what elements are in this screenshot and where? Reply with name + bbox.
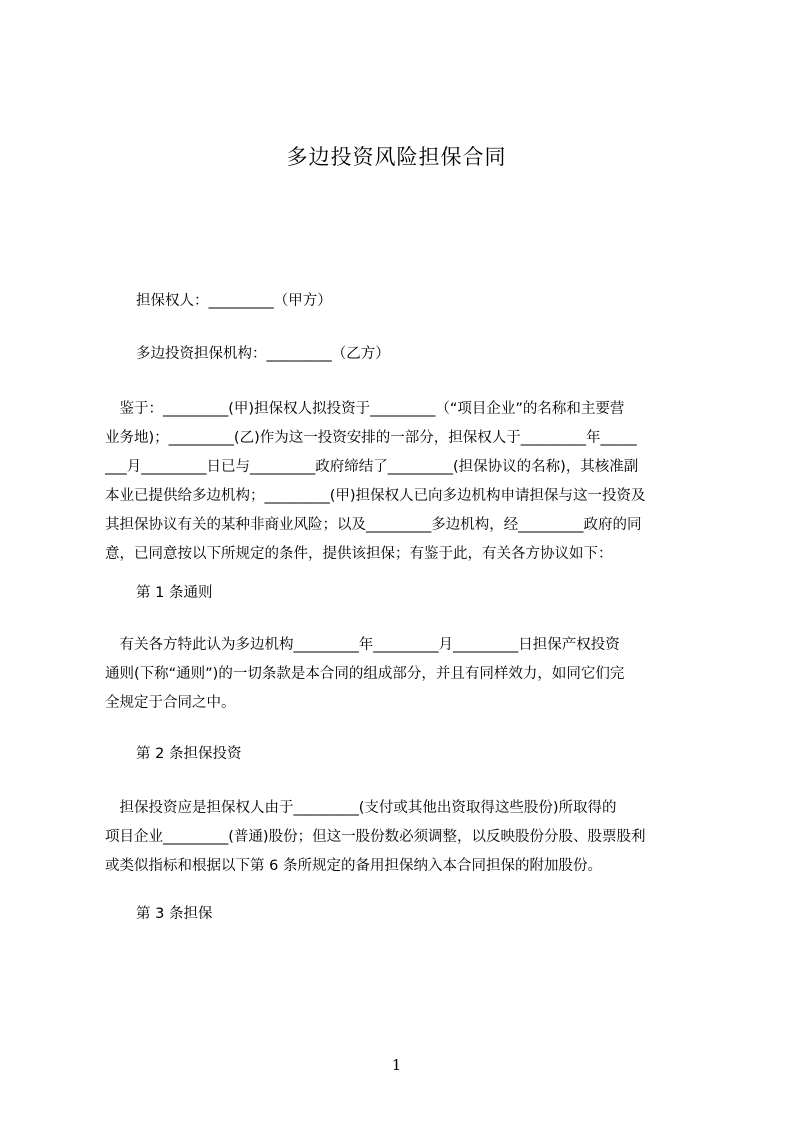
paragraph-line: 业务地)；_________(乙)作为这一投资安排的一部分，担保权人于_________年_____ bbox=[105, 430, 637, 446]
article-3-heading: 第 3 条担保 bbox=[136, 906, 213, 922]
paragraph-line: 或类似指标和根据以下第 6 条所规定的备用担保纳入本合同担保的附加股份。 bbox=[105, 858, 602, 874]
paragraph-line: 鉴于：_________(甲)担保权人拟投资于_________（“项目企业”的名称和主要营 bbox=[105, 401, 625, 417]
article-2-heading: 第 2 条担保投资 bbox=[136, 746, 242, 762]
article-1-paragraph bbox=[105, 631, 700, 718]
paragraph-line: 有关各方特此认为多边机构_________年_________月_________日担保产权投资 bbox=[105, 637, 620, 653]
document-title: 多边投资风险担保合同 bbox=[286, 145, 507, 169]
paragraph-line: 担保投资应是担保权人由于_________(支付或其他出资取得这些股份)所取得的 bbox=[105, 800, 617, 816]
party-a-line: 担保权人：_________（甲方） bbox=[136, 293, 332, 309]
paragraph-line: 通则(下称“通则”)的一切条款是本合同的组成部分，并且有同样效力，如同它们完 bbox=[105, 666, 625, 682]
paragraph-line: 本业已提供给多边机构；_________(甲)担保权人已向多边机构申请担保与这一投资及 bbox=[105, 488, 646, 504]
article-1-heading: 第 1 条通则 bbox=[136, 585, 213, 601]
article-2-paragraph bbox=[105, 794, 700, 881]
recitals-paragraph bbox=[105, 395, 700, 569]
paragraph-line: 其担保协议有关的某种非商业风险；以及_________多边机构，经_________政府的同 bbox=[105, 517, 642, 533]
party-b-line: 多边投资担保机构：_________（乙方） bbox=[136, 346, 390, 362]
paragraph-line: ___月_________日已与_________政府缔结了_________(担保协议的名称)，其核准副 bbox=[105, 459, 639, 475]
paragraph-line: 项目企业_________(普通)股份；但这一股份数必须调整，以反映股份分股、股票股利 bbox=[105, 829, 646, 845]
page-number: 1 bbox=[391, 1056, 402, 1074]
paragraph-line: 意，已同意按以下所规定的条件，提供该担保；有鉴于此，有关各方协议如下： bbox=[105, 546, 613, 562]
paragraph-line: 全规定于合同之中。 bbox=[105, 695, 236, 711]
